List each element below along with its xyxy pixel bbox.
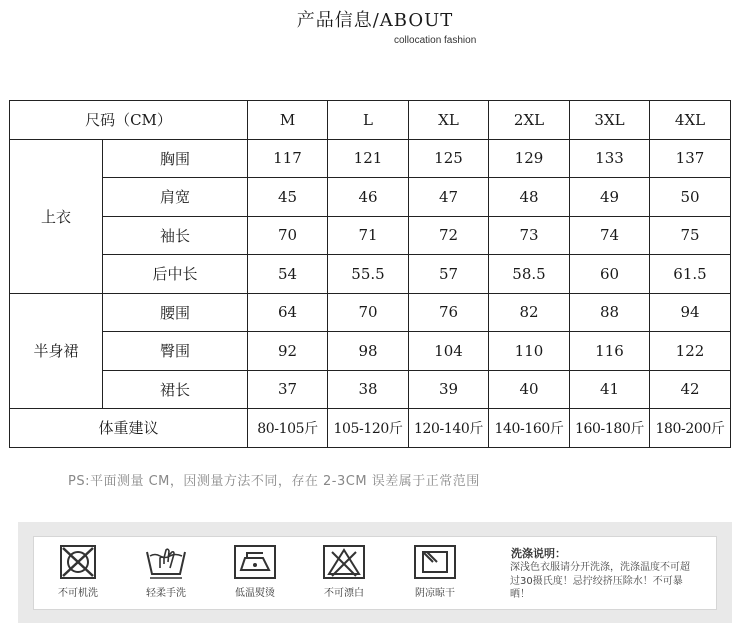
measurement-value: 122	[650, 332, 731, 371]
measurement-value: 117	[248, 139, 328, 178]
measurement-value: 98	[328, 332, 409, 371]
measurement-note: PS:平面测量 CM，因测量方法不同，存在 2-3CM 误差属于正常范围	[68, 474, 480, 489]
care-label: 阴凉晾干	[415, 588, 455, 599]
measurement-value: 50	[650, 178, 731, 217]
measurement-value: 133	[570, 139, 650, 178]
measurement-value: 38	[328, 370, 409, 409]
measurement-value: 54	[248, 255, 328, 294]
measurement-value: 40	[489, 370, 570, 409]
size-header-cell: M	[248, 101, 328, 140]
measurement-label: 臀围	[103, 332, 248, 371]
size-header-cell: 3XL	[570, 101, 650, 140]
measurement-label: 后中长	[103, 255, 248, 294]
measurement-value: 104	[409, 332, 489, 371]
table-row	[10, 139, 731, 178]
weight-value: 105-120斤	[328, 409, 409, 448]
size-header-label: 尺码（CM）	[10, 101, 248, 140]
weight-value: 160-180斤	[570, 409, 650, 448]
measurement-value: 58.5	[489, 255, 570, 294]
group-label: 上衣	[10, 139, 103, 293]
measurement-value: 39	[409, 370, 489, 409]
measurement-value: 49	[570, 178, 650, 217]
care-item-iron	[220, 544, 290, 599]
weight-row	[10, 409, 731, 448]
measurement-value: 41	[570, 370, 650, 409]
measurement-value: 88	[570, 293, 650, 332]
care-item-shade-dry	[400, 544, 470, 599]
measurement-value: 70	[248, 216, 328, 255]
no-machine-wash-icon	[58, 544, 98, 580]
measurement-value: 48	[489, 178, 570, 217]
measurement-label: 裙长	[103, 370, 248, 409]
measurement-value: 46	[328, 178, 409, 217]
measurement-value: 76	[409, 293, 489, 332]
care-label: 不可漂白	[324, 588, 364, 599]
measurement-value: 45	[248, 178, 328, 217]
measurement-label: 腰围	[103, 293, 248, 332]
measurement-value: 60	[570, 255, 650, 294]
page-title: 产品信息/ABOUT	[296, 10, 454, 31]
gentle-hand-wash-icon	[144, 544, 188, 580]
care-item-no-bleach	[309, 544, 379, 599]
low-temp-iron-icon	[233, 544, 277, 580]
wash-instructions-title: 洗涤说明：	[511, 547, 566, 560]
care-label: 低温熨烫	[235, 588, 275, 599]
measurement-value: 125	[409, 139, 489, 178]
shade-dry-icon	[413, 544, 457, 580]
group-label: 半身裙	[10, 293, 103, 409]
measurement-value: 116	[570, 332, 650, 371]
table-row	[10, 293, 731, 332]
size-header-cell: XL	[409, 101, 489, 140]
table-row	[10, 332, 731, 371]
measurement-value: 42	[650, 370, 731, 409]
measurement-value: 75	[650, 216, 731, 255]
measurement-label: 袖长	[103, 216, 248, 255]
measurement-value: 94	[650, 293, 731, 332]
care-label: 轻柔手洗	[146, 588, 186, 599]
measurement-value: 64	[248, 293, 328, 332]
care-label: 不可机洗	[58, 588, 98, 599]
care-item-no-machine-wash	[43, 544, 113, 599]
care-item-hand-wash	[131, 544, 201, 599]
size-header-row	[10, 101, 731, 140]
page-subtitle: collocation fashion	[394, 35, 477, 46]
measurement-value: 37	[248, 370, 328, 409]
size-chart-table	[9, 100, 731, 448]
measurement-value: 74	[570, 216, 650, 255]
measurement-value: 82	[489, 293, 570, 332]
measurement-value: 110	[489, 332, 570, 371]
measurement-value: 92	[248, 332, 328, 371]
weight-value: 80-105斤	[248, 409, 328, 448]
measurement-value: 47	[409, 178, 489, 217]
measurement-value: 73	[489, 216, 570, 255]
measurement-value: 71	[328, 216, 409, 255]
measurement-value: 129	[489, 139, 570, 178]
weight-value: 140-160斤	[489, 409, 570, 448]
size-header-cell: 4XL	[650, 101, 731, 140]
measurement-value: 137	[650, 139, 731, 178]
measurement-label: 胸围	[103, 139, 248, 178]
table-row	[10, 370, 731, 409]
measurement-value: 121	[328, 139, 409, 178]
no-bleach-icon	[322, 544, 366, 580]
weight-value: 120-140斤	[409, 409, 489, 448]
wash-instructions-text: 深浅色衣服请分开洗涤，洗涤温度不可超过30摄氏度！忌拧绞挤压除水！不可暴晒！	[510, 562, 690, 600]
measurement-value: 72	[409, 216, 489, 255]
table-row	[10, 178, 731, 217]
measurement-value: 55.5	[328, 255, 409, 294]
table-row	[10, 255, 731, 294]
measurement-value: 57	[409, 255, 489, 294]
weight-label: 体重建议	[10, 409, 248, 448]
weight-value: 180-200斤	[650, 409, 731, 448]
measurement-label: 肩宽	[103, 178, 248, 217]
size-header-cell: L	[328, 101, 409, 140]
size-header-cell: 2XL	[489, 101, 570, 140]
measurement-value: 61.5	[650, 255, 731, 294]
table-row	[10, 216, 731, 255]
measurement-value: 70	[328, 293, 409, 332]
